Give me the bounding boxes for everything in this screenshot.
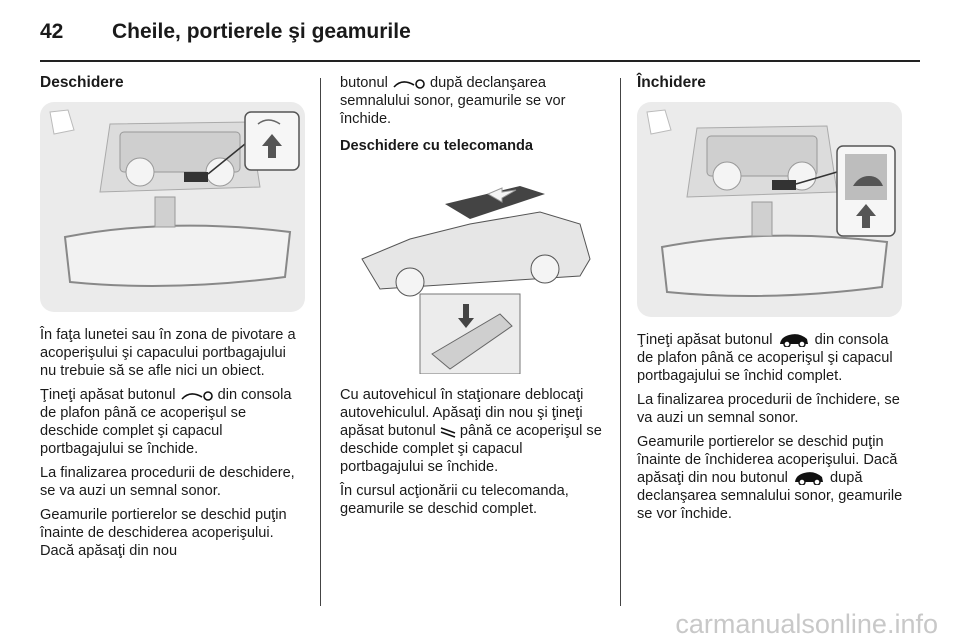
paragraph: La finalizarea procedurii de închidere, se va auzi un semnal sonor. xyxy=(637,392,900,426)
column-middle xyxy=(340,74,605,524)
section-heading-open: Deschidere xyxy=(40,74,124,91)
roof-console-open-illustration xyxy=(40,102,305,312)
paragraph: La finalizarea procedurii de deschidere, se va auzi un semnal sonor. xyxy=(40,465,295,499)
subsection-heading-remote: Deschidere cu telecomanda xyxy=(340,138,534,154)
remote-key-icon xyxy=(440,424,456,438)
watermark: carmanualsonline.info xyxy=(675,609,938,639)
roof-open-icon xyxy=(392,76,426,90)
paragraph: Geamurile portierelor se deschid puţin înainte de deschiderea acoperişului. Dacă apăsaţi din nou xyxy=(40,507,287,559)
roof-close-icon xyxy=(777,331,811,347)
paragraph: butonul după declanşarea semnalului sonor, geamurile se vor închide. xyxy=(340,75,566,127)
paragraph: În faţa lunetei sau în zona de pivotare a acoperişului şi capacului portbagajului nu trebuie să se afle nici un obiect. xyxy=(40,327,296,379)
column-divider xyxy=(320,78,321,606)
car-remote-illustration xyxy=(340,164,605,374)
column-right xyxy=(637,74,907,529)
page-number: 42 xyxy=(40,20,64,43)
column-left xyxy=(40,74,305,566)
section-heading-close: Închidere xyxy=(637,74,706,91)
chapter-title: Cheile, portierele şi geamurile xyxy=(112,20,411,43)
paragraph: În cursul acţionării cu telecomanda, geamurile se deschid complet. xyxy=(340,483,569,517)
roof-open-icon xyxy=(180,388,214,402)
page-header xyxy=(40,14,920,64)
paragraph: Geamurile portierelor se deschid puţin înainte de închiderea acoperişului. Dacă apăsaţi din nou butonul după declanşarea semnalului sonor, geamurile se vor închide. xyxy=(637,434,903,522)
roof-console-close-illustration xyxy=(637,102,902,317)
roof-close-icon xyxy=(792,469,826,485)
header-rule xyxy=(40,60,920,62)
paragraph: Ţineţi apăsat butonul din consola de plafon până ce acoperişul se deschide complet şi capacul portbagajului se închide. xyxy=(40,387,292,457)
column-divider xyxy=(620,78,621,606)
paragraph: Cu autovehicul în staţionare deblocaţi autovehiculul. Apăsaţi din nou şi ţineţi apăsat butonul până ce acoperişul se deschide complet şi capacul portbagajului se închide. xyxy=(340,387,602,475)
paragraph: Ţineţi apăsat butonul din consola de plafon până ce acoperişul şi capacul portbagajului se închid complet. xyxy=(637,332,893,384)
